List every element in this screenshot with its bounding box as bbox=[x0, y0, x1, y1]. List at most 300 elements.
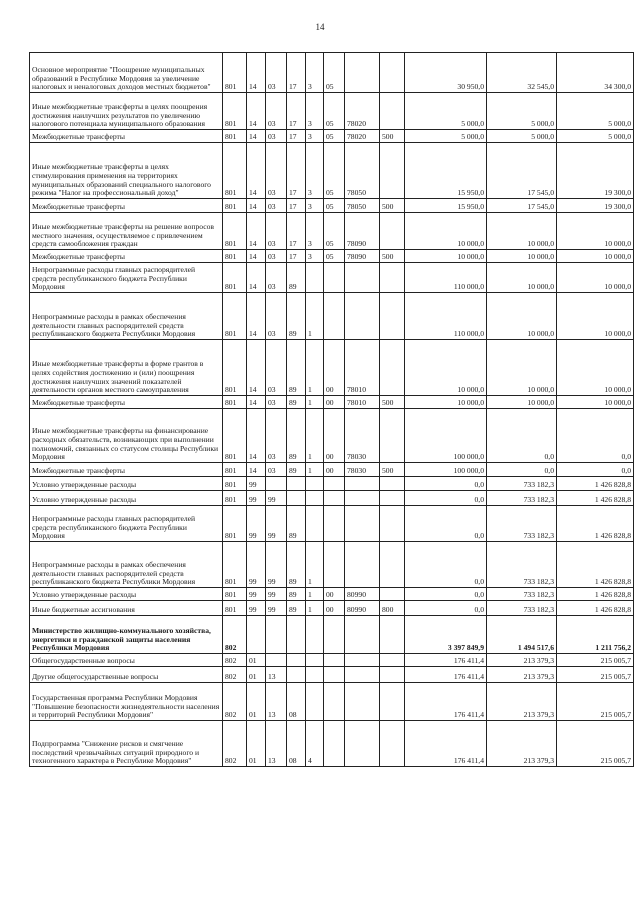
code-subprogram: 1 bbox=[306, 463, 324, 477]
row-name: Условно утвержденные расходы bbox=[30, 588, 223, 601]
amount-year2: 213 379,3 bbox=[487, 721, 557, 767]
code-admin: 802 bbox=[223, 616, 247, 654]
code-section: 14 bbox=[247, 199, 266, 213]
amount-year1: 176 411,4 bbox=[405, 667, 487, 683]
table-row bbox=[30, 199, 634, 213]
amount-year2: 733 182,3 bbox=[487, 542, 557, 588]
row-name: Иные межбюджетные трансферты в целях стимулирования применения на территориях муниципальных образований специального налогового режима "Налог на профессиональный доход" bbox=[30, 143, 223, 199]
amount-year1: 10 000,0 bbox=[405, 213, 487, 250]
code-subsection: 03 bbox=[266, 263, 287, 293]
code-program: 89 bbox=[287, 588, 306, 601]
code-event: 05 bbox=[324, 199, 345, 213]
code-subprogram: 1 bbox=[306, 293, 324, 340]
code-section: 01 bbox=[247, 721, 266, 767]
code-subsection: 03 bbox=[266, 250, 287, 263]
code-admin: 801 bbox=[223, 463, 247, 477]
amount-year3: 215 005,7 bbox=[557, 654, 634, 667]
amount-year1: 3 397 849,9 bbox=[405, 616, 487, 654]
amount-year2: 5 000,0 bbox=[487, 93, 557, 130]
code-section: 14 bbox=[247, 396, 266, 409]
amount-year1: 0,0 bbox=[405, 506, 487, 542]
amount-year1: 0,0 bbox=[405, 477, 487, 491]
row-name: Межбюджетные трансферты bbox=[30, 463, 223, 477]
row-name: Другие общегосударственные вопросы bbox=[30, 667, 223, 683]
code-event bbox=[324, 293, 345, 340]
code-event bbox=[324, 667, 345, 683]
code-expense-type bbox=[380, 477, 405, 491]
code-expense-type bbox=[380, 340, 405, 396]
code-event bbox=[324, 721, 345, 767]
amount-year2: 10 000,0 bbox=[487, 263, 557, 293]
code-subsection bbox=[266, 654, 287, 667]
code-expense-type: 800 bbox=[380, 601, 405, 616]
table-row bbox=[30, 130, 634, 143]
row-name: Министерство жилищно-коммунального хозяйства, энергетики и гражданской защиты населения Республики Мордовия bbox=[30, 616, 223, 654]
code-event: 05 bbox=[324, 53, 345, 93]
code-admin: 801 bbox=[223, 491, 247, 506]
code-section: 14 bbox=[247, 213, 266, 250]
code-direction: 78050 bbox=[345, 143, 380, 199]
row-name: Иные межбюджетные трансферты в форме грантов в целях содействия достижению и (или) поощрения достижения наилучших значений показателей деятельности органов местного самоуправления bbox=[30, 340, 223, 396]
table-row bbox=[30, 263, 634, 293]
code-subprogram: 1 bbox=[306, 542, 324, 588]
row-name: Иные межбюджетные трансферты на решение вопросов местного значения, осуществляемое с привлечением средств самообложения граждан bbox=[30, 213, 223, 250]
amount-year2: 213 379,3 bbox=[487, 667, 557, 683]
amount-year1: 10 000,0 bbox=[405, 250, 487, 263]
code-expense-type bbox=[380, 542, 405, 588]
code-event: 00 bbox=[324, 396, 345, 409]
amount-year3: 10 000,0 bbox=[557, 340, 634, 396]
amount-year2: 733 182,3 bbox=[487, 601, 557, 616]
row-name: Государственная программа Республики Мордовия "Повышение безопасности жизнедеятельности населения и территорий Республики Мордовия" bbox=[30, 683, 223, 721]
amount-year3: 5 000,0 bbox=[557, 93, 634, 130]
code-subsection: 03 bbox=[266, 130, 287, 143]
code-program: 08 bbox=[287, 721, 306, 767]
row-name: Подпрограмма "Снижение рисков и смягчение последствий чрезвычайных ситуаций природного и техногенного характера в Республике Мордовия" bbox=[30, 721, 223, 767]
code-event bbox=[324, 654, 345, 667]
code-section bbox=[247, 616, 266, 654]
row-name: Межбюджетные трансферты bbox=[30, 396, 223, 409]
code-section: 99 bbox=[247, 601, 266, 616]
amount-year3: 10 000,0 bbox=[557, 213, 634, 250]
code-subsection: 99 bbox=[266, 506, 287, 542]
table-row bbox=[30, 491, 634, 506]
amount-year1: 10 000,0 bbox=[405, 396, 487, 409]
table-row bbox=[30, 250, 634, 263]
code-subsection: 13 bbox=[266, 667, 287, 683]
code-expense-type: 500 bbox=[380, 463, 405, 477]
amount-year2: 1 494 517,6 bbox=[487, 616, 557, 654]
row-name: Основное мероприятие "Поощрение муниципальных образований в Республике Мордовия за увеличение налоговых и неналоговых доходов местных бюджетов" bbox=[30, 53, 223, 93]
code-direction: 78090 bbox=[345, 250, 380, 263]
amount-year2: 32 545,0 bbox=[487, 53, 557, 93]
code-program bbox=[287, 667, 306, 683]
table-row bbox=[30, 53, 634, 93]
code-expense-type bbox=[380, 616, 405, 654]
code-direction: 80990 bbox=[345, 588, 380, 601]
row-name: Межбюджетные трансферты bbox=[30, 199, 223, 213]
table-row bbox=[30, 654, 634, 667]
row-name: Непрограммные расходы в рамках обеспечения деятельности главных распорядителей средств республиканского бюджета Республики Мордовия bbox=[30, 542, 223, 588]
code-subprogram: 4 bbox=[306, 721, 324, 767]
amount-year3: 10 000,0 bbox=[557, 250, 634, 263]
code-program: 17 bbox=[287, 199, 306, 213]
code-program: 89 bbox=[287, 409, 306, 463]
code-subprogram: 1 bbox=[306, 409, 324, 463]
amount-year1: 5 000,0 bbox=[405, 130, 487, 143]
page-number: 14 bbox=[315, 22, 325, 32]
code-subsection: 13 bbox=[266, 721, 287, 767]
amount-year3: 10 000,0 bbox=[557, 263, 634, 293]
code-expense-type: 500 bbox=[380, 250, 405, 263]
amount-year1: 15 950,0 bbox=[405, 143, 487, 199]
amount-year3: 19 300,0 bbox=[557, 143, 634, 199]
code-section: 14 bbox=[247, 463, 266, 477]
code-subsection: 99 bbox=[266, 542, 287, 588]
code-program: 17 bbox=[287, 250, 306, 263]
table-row bbox=[30, 340, 634, 396]
code-event: 00 bbox=[324, 588, 345, 601]
code-program: 89 bbox=[287, 542, 306, 588]
amount-year3: 10 000,0 bbox=[557, 293, 634, 340]
code-expense-type bbox=[380, 654, 405, 667]
table-row bbox=[30, 293, 634, 340]
row-name: Иные бюджетные ассигнования bbox=[30, 601, 223, 616]
code-program: 89 bbox=[287, 340, 306, 396]
amount-year1: 5 000,0 bbox=[405, 93, 487, 130]
code-subsection: 13 bbox=[266, 683, 287, 721]
code-subsection: 03 bbox=[266, 53, 287, 93]
code-admin: 802 bbox=[223, 683, 247, 721]
code-subsection bbox=[266, 616, 287, 654]
code-event: 00 bbox=[324, 601, 345, 616]
amount-year3: 1 426 828,8 bbox=[557, 601, 634, 616]
code-subprogram: 1 bbox=[306, 396, 324, 409]
code-subprogram bbox=[306, 477, 324, 491]
amount-year3: 5 000,0 bbox=[557, 130, 634, 143]
amount-year2: 733 182,3 bbox=[487, 477, 557, 491]
code-program: 89 bbox=[287, 601, 306, 616]
code-subsection: 03 bbox=[266, 396, 287, 409]
code-subsection: 03 bbox=[266, 463, 287, 477]
amount-year3: 1 426 828,8 bbox=[557, 477, 634, 491]
amount-year2: 733 182,3 bbox=[487, 491, 557, 506]
code-section: 99 bbox=[247, 477, 266, 491]
code-expense-type bbox=[380, 721, 405, 767]
code-expense-type bbox=[380, 293, 405, 340]
code-event bbox=[324, 491, 345, 506]
amount-year2: 10 000,0 bbox=[487, 340, 557, 396]
amount-year2: 10 000,0 bbox=[487, 396, 557, 409]
code-event bbox=[324, 616, 345, 654]
code-expense-type bbox=[380, 93, 405, 130]
amount-year1: 0,0 bbox=[405, 491, 487, 506]
code-admin: 801 bbox=[223, 213, 247, 250]
row-name: Иные межбюджетные трансферты на финансирование расходных обязательств, возникающих при выполнении полномочий, связанных со статусом столицы Республики Мордовия bbox=[30, 409, 223, 463]
table-row bbox=[30, 683, 634, 721]
code-subprogram bbox=[306, 263, 324, 293]
code-program bbox=[287, 491, 306, 506]
code-subprogram: 1 bbox=[306, 601, 324, 616]
code-section: 01 bbox=[247, 654, 266, 667]
row-name: Непрограммные расходы главных распорядителей средств республиканского бюджета Республики Мордовия bbox=[30, 263, 223, 293]
row-name: Непрограммные расходы в рамках обеспечения деятельности главных распорядителей средств республиканского бюджета Республики Мордовия bbox=[30, 293, 223, 340]
code-program: 17 bbox=[287, 143, 306, 199]
code-subprogram: 1 bbox=[306, 588, 324, 601]
amount-year1: 0,0 bbox=[405, 542, 487, 588]
code-subprogram bbox=[306, 616, 324, 654]
code-subsection: 99 bbox=[266, 491, 287, 506]
code-subsection: 03 bbox=[266, 409, 287, 463]
code-section: 14 bbox=[247, 143, 266, 199]
code-admin: 801 bbox=[223, 588, 247, 601]
table-row bbox=[30, 721, 634, 767]
amount-year3: 0,0 bbox=[557, 409, 634, 463]
amount-year3: 1 426 828,8 bbox=[557, 506, 634, 542]
code-subprogram bbox=[306, 491, 324, 506]
amount-year1: 0,0 bbox=[405, 588, 487, 601]
code-program bbox=[287, 616, 306, 654]
code-expense-type bbox=[380, 491, 405, 506]
code-admin: 801 bbox=[223, 477, 247, 491]
code-program: 89 bbox=[287, 293, 306, 340]
code-event bbox=[324, 477, 345, 491]
amount-year2: 213 379,3 bbox=[487, 654, 557, 667]
amount-year2: 0,0 bbox=[487, 409, 557, 463]
table-row bbox=[30, 616, 634, 654]
code-section: 99 bbox=[247, 491, 266, 506]
code-section: 14 bbox=[247, 293, 266, 340]
amount-year3: 215 005,7 bbox=[557, 683, 634, 721]
code-event: 05 bbox=[324, 250, 345, 263]
table-row bbox=[30, 542, 634, 588]
code-direction: 78030 bbox=[345, 463, 380, 477]
code-section: 14 bbox=[247, 250, 266, 263]
table-row bbox=[30, 601, 634, 616]
code-subsection: 03 bbox=[266, 199, 287, 213]
amount-year2: 17 545,0 bbox=[487, 143, 557, 199]
amount-year3: 10 000,0 bbox=[557, 396, 634, 409]
amount-year3: 19 300,0 bbox=[557, 199, 634, 213]
amount-year2: 17 545,0 bbox=[487, 199, 557, 213]
amount-year1: 176 411,4 bbox=[405, 654, 487, 667]
amount-year1: 100 000,0 bbox=[405, 463, 487, 477]
code-section: 14 bbox=[247, 263, 266, 293]
row-name: Межбюджетные трансферты bbox=[30, 130, 223, 143]
code-section: 01 bbox=[247, 667, 266, 683]
code-program: 17 bbox=[287, 130, 306, 143]
code-program: 17 bbox=[287, 53, 306, 93]
table-row bbox=[30, 477, 634, 491]
table-row bbox=[30, 213, 634, 250]
code-subprogram: 3 bbox=[306, 53, 324, 93]
code-program: 89 bbox=[287, 506, 306, 542]
row-name: Иные межбюджетные трансферты в целях поощрения достижения наилучших результатов по увеличению налогового потенциала муниципального образования bbox=[30, 93, 223, 130]
code-admin: 801 bbox=[223, 53, 247, 93]
amount-year1: 10 000,0 bbox=[405, 340, 487, 396]
code-expense-type bbox=[380, 683, 405, 721]
amount-year2: 5 000,0 bbox=[487, 130, 557, 143]
code-direction: 78020 bbox=[345, 130, 380, 143]
code-subprogram bbox=[306, 654, 324, 667]
code-admin: 801 bbox=[223, 130, 247, 143]
code-subprogram: 3 bbox=[306, 199, 324, 213]
code-admin: 801 bbox=[223, 93, 247, 130]
code-direction bbox=[345, 477, 380, 491]
code-subsection: 99 bbox=[266, 588, 287, 601]
table-row bbox=[30, 93, 634, 130]
code-event: 00 bbox=[324, 340, 345, 396]
code-expense-type: 500 bbox=[380, 199, 405, 213]
amount-year3: 1 426 828,8 bbox=[557, 542, 634, 588]
code-event bbox=[324, 506, 345, 542]
code-expense-type bbox=[380, 506, 405, 542]
code-subsection: 03 bbox=[266, 213, 287, 250]
amount-year2: 213 379,3 bbox=[487, 683, 557, 721]
code-section: 99 bbox=[247, 588, 266, 601]
code-expense-type bbox=[380, 263, 405, 293]
code-subprogram: 3 bbox=[306, 250, 324, 263]
code-direction: 80990 bbox=[345, 601, 380, 616]
code-subprogram: 3 bbox=[306, 93, 324, 130]
code-subprogram: 3 bbox=[306, 143, 324, 199]
code-section: 99 bbox=[247, 506, 266, 542]
row-name: Межбюджетные трансферты bbox=[30, 250, 223, 263]
code-subsection bbox=[266, 477, 287, 491]
code-subprogram bbox=[306, 683, 324, 721]
code-event: 05 bbox=[324, 130, 345, 143]
code-direction bbox=[345, 667, 380, 683]
amount-year3: 1 211 756,2 bbox=[557, 616, 634, 654]
code-section: 14 bbox=[247, 53, 266, 93]
code-admin: 801 bbox=[223, 601, 247, 616]
code-event bbox=[324, 263, 345, 293]
table-row bbox=[30, 463, 634, 477]
code-program: 89 bbox=[287, 396, 306, 409]
amount-year3: 1 426 828,8 bbox=[557, 588, 634, 601]
code-admin: 802 bbox=[223, 721, 247, 767]
code-direction bbox=[345, 263, 380, 293]
code-event: 00 bbox=[324, 409, 345, 463]
code-subsection: 99 bbox=[266, 601, 287, 616]
table-row bbox=[30, 396, 634, 409]
amount-year2: 10 000,0 bbox=[487, 213, 557, 250]
code-expense-type bbox=[380, 588, 405, 601]
code-admin: 801 bbox=[223, 250, 247, 263]
code-program bbox=[287, 477, 306, 491]
amount-year1: 0,0 bbox=[405, 601, 487, 616]
row-name: Условно утвержденные расходы bbox=[30, 477, 223, 491]
amount-year3: 1 426 828,8 bbox=[557, 491, 634, 506]
code-direction bbox=[345, 616, 380, 654]
code-event: 00 bbox=[324, 463, 345, 477]
code-direction bbox=[345, 721, 380, 767]
code-direction: 78010 bbox=[345, 340, 380, 396]
code-admin: 801 bbox=[223, 506, 247, 542]
code-direction: 78020 bbox=[345, 93, 380, 130]
code-expense-type bbox=[380, 667, 405, 683]
code-section: 14 bbox=[247, 130, 266, 143]
code-program bbox=[287, 654, 306, 667]
code-section: 14 bbox=[247, 93, 266, 130]
code-admin: 801 bbox=[223, 409, 247, 463]
code-event bbox=[324, 683, 345, 721]
amount-year1: 176 411,4 bbox=[405, 721, 487, 767]
table-row bbox=[30, 143, 634, 199]
code-subprogram bbox=[306, 506, 324, 542]
code-expense-type bbox=[380, 143, 405, 199]
code-direction bbox=[345, 293, 380, 340]
code-direction: 78090 bbox=[345, 213, 380, 250]
code-expense-type bbox=[380, 213, 405, 250]
code-direction bbox=[345, 542, 380, 588]
code-admin: 801 bbox=[223, 340, 247, 396]
code-direction bbox=[345, 654, 380, 667]
code-direction bbox=[345, 491, 380, 506]
code-program: 89 bbox=[287, 463, 306, 477]
amount-year1: 30 950,0 bbox=[405, 53, 487, 93]
amount-year3: 215 005,7 bbox=[557, 667, 634, 683]
code-program: 17 bbox=[287, 213, 306, 250]
amount-year1: 15 950,0 bbox=[405, 199, 487, 213]
code-section: 01 bbox=[247, 683, 266, 721]
code-direction: 78030 bbox=[345, 409, 380, 463]
code-admin: 801 bbox=[223, 396, 247, 409]
code-event: 05 bbox=[324, 93, 345, 130]
code-admin: 801 bbox=[223, 293, 247, 340]
table-body bbox=[30, 53, 634, 767]
code-expense-type bbox=[380, 409, 405, 463]
code-subprogram: 1 bbox=[306, 340, 324, 396]
code-expense-type: 500 bbox=[380, 130, 405, 143]
amount-year1: 100 000,0 bbox=[405, 409, 487, 463]
code-admin: 801 bbox=[223, 542, 247, 588]
amount-year2: 0,0 bbox=[487, 463, 557, 477]
code-event: 05 bbox=[324, 143, 345, 199]
code-program: 17 bbox=[287, 93, 306, 130]
code-subsection: 03 bbox=[266, 340, 287, 396]
table-row bbox=[30, 409, 634, 463]
amount-year2: 10 000,0 bbox=[487, 293, 557, 340]
code-expense-type bbox=[380, 53, 405, 93]
amount-year3: 215 005,7 bbox=[557, 721, 634, 767]
code-direction bbox=[345, 53, 380, 93]
code-direction: 78010 bbox=[345, 396, 380, 409]
code-direction bbox=[345, 506, 380, 542]
code-direction: 78050 bbox=[345, 199, 380, 213]
code-section: 14 bbox=[247, 409, 266, 463]
code-section: 99 bbox=[247, 542, 266, 588]
amount-year2: 733 182,3 bbox=[487, 506, 557, 542]
code-subprogram: 3 bbox=[306, 130, 324, 143]
code-program: 89 bbox=[287, 263, 306, 293]
amount-year1: 110 000,0 bbox=[405, 263, 487, 293]
code-admin: 802 bbox=[223, 654, 247, 667]
table-row bbox=[30, 667, 634, 683]
code-program: 08 bbox=[287, 683, 306, 721]
table-row bbox=[30, 506, 634, 542]
code-event: 05 bbox=[324, 213, 345, 250]
amount-year1: 176 411,4 bbox=[405, 683, 487, 721]
row-name: Условно утвержденные расходы bbox=[30, 491, 223, 506]
code-admin: 801 bbox=[223, 199, 247, 213]
row-name: Непрограммные расходы главных распорядителей средств республиканского бюджета Республики Мордовия bbox=[30, 506, 223, 542]
code-admin: 802 bbox=[223, 667, 247, 683]
code-subprogram bbox=[306, 667, 324, 683]
code-admin: 801 bbox=[223, 263, 247, 293]
code-expense-type: 500 bbox=[380, 396, 405, 409]
code-subsection: 03 bbox=[266, 143, 287, 199]
